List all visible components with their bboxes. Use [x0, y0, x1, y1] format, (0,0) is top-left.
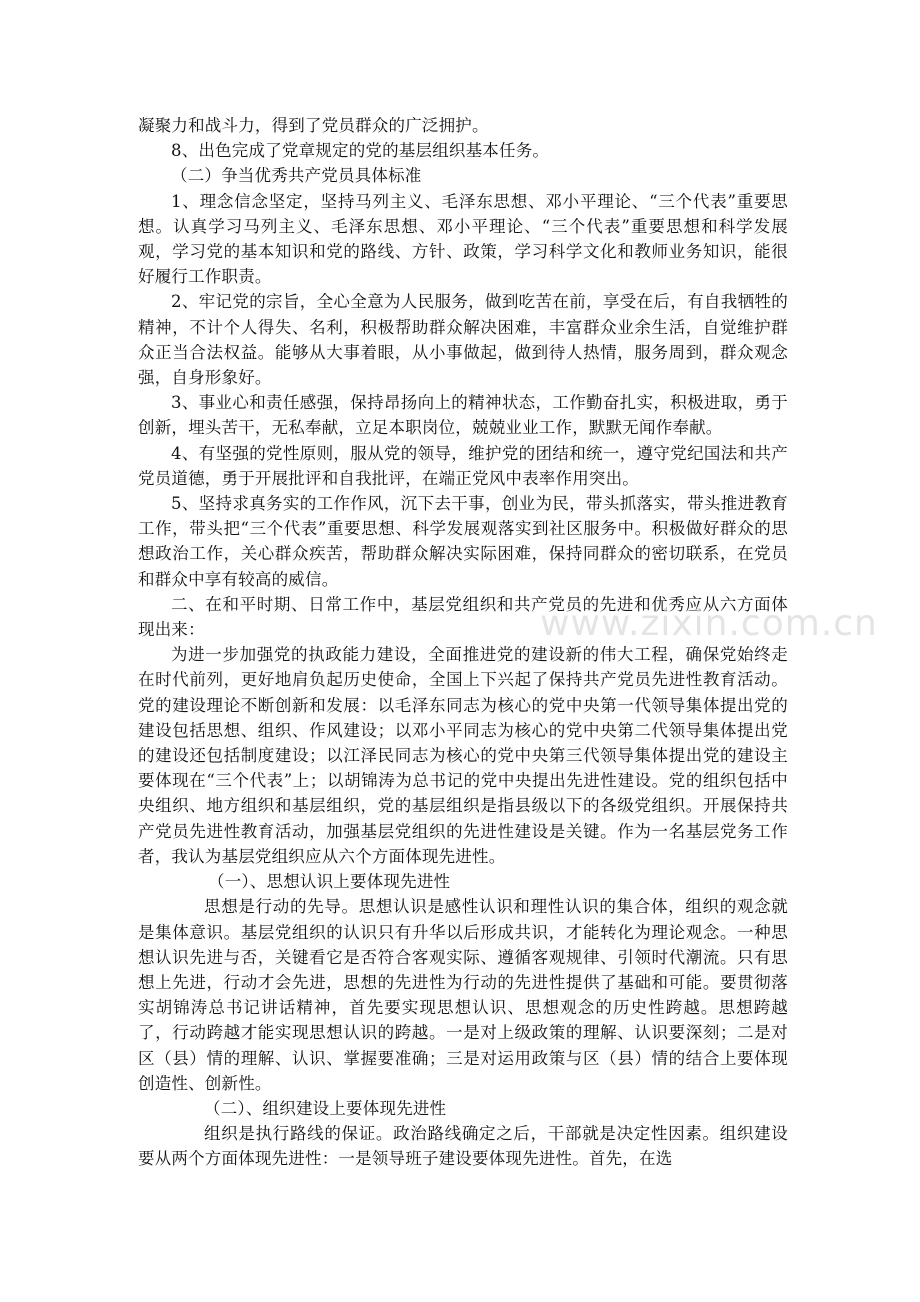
paragraph-standard-3: 3、事业心和责任感强，保持昂扬向上的精神状态，工作勤奋扎实，积极进取，勇于创新，埋头苦干，无私奉献，立足本职岗位，兢兢业业工作，默默无闻作奉献。 [138, 393, 788, 438]
document-page [138, 113, 788, 1172]
paragraph-thought: 思想是行动的先导。思想认识是感性认识和理性认识的集合体，组织的观念就是集体意识。基层党组织的认识只有升华以后形成共识，才能转化为理论观念。一种思想认识先进与否，关键看它是否符合客观实际、遵循客观规律、引领时代潮流。只有思想上先进，行动才会先进，思想的先进性为行动的先进性提供了基础和可能。要贯彻落实胡锦涛总书记讲话精神，首先要实现思想认识、思想观念的历史性跨越。思想跨越了，行动跨越才能实现思想认识的跨越。一是对上级政策的理解、认识要深刻；二是对区（县）情的理解、认识、掌握要准确；三是对运用政策与区（县）情的结合上要体现创造性、创新性。 [138, 897, 788, 1093]
paragraph-standard-4: 4、有坚强的党性原则，服从党的领导，维护党的团结和统一，遵守党纪国法和共产党员道德，勇于开展批评和自我批评，在端正党风中表率作用突出。 [138, 443, 788, 488]
paragraph-item-8: 8、出色完成了党章规定的党的基层组织基本任务。 [171, 141, 550, 161]
paragraph-standard-5: 5、坚持求真务实的工作作风，沉下去干事，创业为民，带头抓落实，带头推进教育工作，带头把“三个代表”重要思想、科学发展观落实到社区服务中。积极做好群众的思想政治工作，关心群众疾苦，帮助群众解决实际困难，保持同群众的密切联系，在党员和群众中享有较高的威信。 [138, 494, 788, 589]
section-heading-part-two: 二、在和平时期、日常工作中，基层党组织和共产党员的先进和优秀应从六方面体现出来： [138, 594, 788, 640]
subheading-thought: （一）、思想认识上要体现先进性 [208, 872, 451, 892]
subheading-organization: （二）、组织建设上要体现先进性 [204, 1098, 447, 1118]
paragraph-intro-part-two: 为进一步加强党的执政能力建设，全面推进党的建设新的伟大工程，确保党始终走在时代前列，更好地肩负起历史使命，全国上下兴起了保持共产党员先进性教育活动。党的建设理论不断创新和发展：以毛泽东同志为核心的党中央第一代领导集体提出党的建设包括思想、组织、作风建设；以邓小平同志为核心的党中央第二代领导集体提出党的建设还包括制度建设；以江泽民同志为核心的党中央第三代领导集体提出党的建设主要体现在“三个代表”上；以胡锦涛为总书记的党中央提出先进性建设。党的组织包括中央组织、地方组织和基层组织，党的基层组织是指县级以下的各级党组织。开展保持共产党员先进性教育活动，加强基层党组织的先进性建设是关键。作为一名基层党务工作者，我认为基层党组织应从六个方面体现先进性。 [138, 645, 788, 866]
paragraph-cohesion: 凝聚力和战斗力，得到了党员群众的广泛拥护。 [138, 116, 489, 135]
paragraph-standard-1: 1、理念信念坚定，坚持马列主义、毛泽东思想、邓小平理论、“三个代表”重要思想。认真学习马列主义、毛泽东思想、邓小平理论、“三个代表”重要思想和科学发展观，学习党的基本知识和党的路线、方针、政策，学习科学文化和教师业务知识，能很好履行工作职责。 [138, 191, 788, 287]
watermark-text: www.zixin.com.cn [540, 603, 878, 644]
section-heading-standards: （二）争当优秀共产党员具体标准 [171, 166, 422, 186]
paragraph-standard-2: 2、牢记党的宗旨，全心全意为人民服务，做到吃苦在前，享受在后，有自我牺牲的精神，不计个人得失、名利，积极帮助群众解决困难，丰富群众业余生活，自觉维护群众正当合法权益。能够从大事着眼，从小事做起，做到待人热情，服务周到，群众观念强，自身形象好。 [138, 292, 788, 388]
paragraph-organization: 组织是执行路线的保证。政治路线确定之后，干部就是决定性因素。组织建设要从两个方面体现先进性：一是领导班子建设要体现先进性。首先，在选 [138, 1124, 788, 1169]
